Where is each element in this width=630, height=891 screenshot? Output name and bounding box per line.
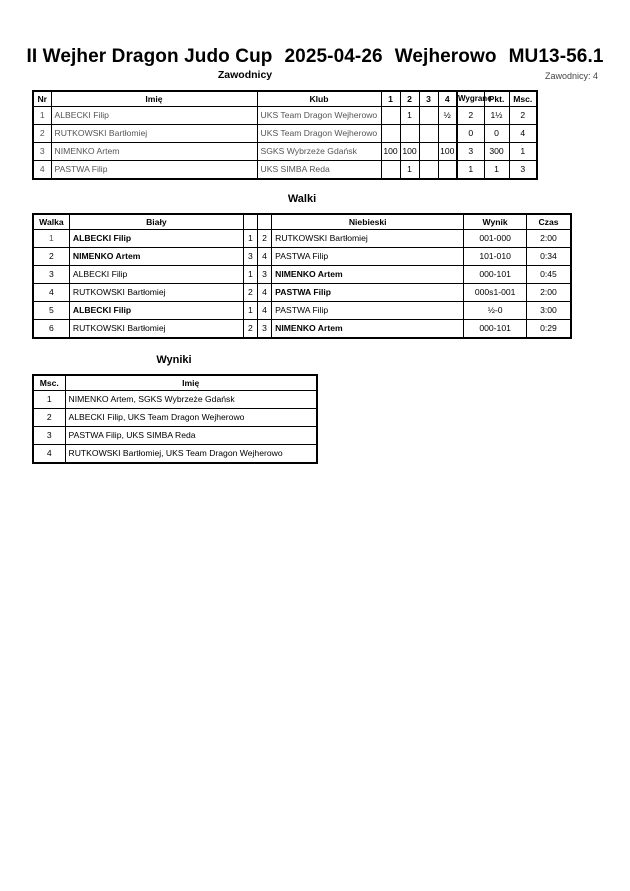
table-row <box>33 107 537 125</box>
cell-name: PASTWA Filip <box>51 161 257 180</box>
competitors-header-row <box>33 91 537 107</box>
cell-time: 3:00 <box>526 302 571 320</box>
cell-result: 001-000 <box>464 230 527 248</box>
cell-wins: 0 <box>457 125 484 143</box>
results-heading: Wyniki <box>156 354 192 366</box>
col-wins: Wygrane <box>457 91 484 107</box>
cell-r4: ½ <box>438 107 457 125</box>
cell-blue-nr: 4 <box>257 284 271 302</box>
cell-r4 <box>438 161 457 180</box>
cell-club: SGKS Wybrzeże Gdańsk <box>257 143 381 161</box>
results-table <box>32 374 318 464</box>
cell-time: 2:00 <box>526 284 571 302</box>
col-r1: 1 <box>381 91 400 107</box>
cell-name: RUTKOWSKI Bartłomiej, UKS Team Dragon Wejherowo <box>65 445 317 464</box>
cell-r1: 100 <box>381 143 400 161</box>
cell-points: 300 <box>484 143 509 161</box>
cell-blue-nr: 4 <box>257 248 271 266</box>
col-name: Imię <box>51 91 257 107</box>
cell-nr: 2 <box>33 125 51 143</box>
cell-blue-nr: 4 <box>257 302 271 320</box>
cell-wins: 1 <box>457 161 484 180</box>
cell-white-nr: 1 <box>243 230 257 248</box>
cell-r3 <box>419 125 438 143</box>
cell-club: UKS Team Dragon Wejherowo <box>257 107 381 125</box>
cell-r2: 100 <box>400 143 419 161</box>
cell-white-nr: 2 <box>243 320 257 339</box>
cell-fight-no: 3 <box>33 266 69 284</box>
table-row <box>33 391 317 409</box>
table-row <box>33 320 571 339</box>
cell-white-nr: 1 <box>243 302 257 320</box>
cell-white-nr: 1 <box>243 266 257 284</box>
cell-fight-no: 5 <box>33 302 69 320</box>
fights-table <box>32 213 572 339</box>
competitors-count: Zawodnicy: 4 <box>544 71 598 81</box>
table-row <box>33 302 571 320</box>
cell-fight-no: 6 <box>33 320 69 339</box>
col-white-nr <box>243 214 257 230</box>
cell-r1 <box>381 161 400 180</box>
col-blue: Niebieski <box>272 214 464 230</box>
col-r3: 3 <box>419 91 438 107</box>
cell-place: 3 <box>509 161 537 180</box>
cell-points: 1 <box>484 161 509 180</box>
table-row <box>33 266 571 284</box>
cell-fight-no: 1 <box>33 230 69 248</box>
table-row <box>33 427 317 445</box>
cell-name: NIMENKO Artem, SGKS Wybrzeże Gdańsk <box>65 391 317 409</box>
cell-white: ALBECKI Filip <box>69 302 243 320</box>
cell-time: 0:34 <box>526 248 571 266</box>
cell-place: 1 <box>33 391 65 409</box>
table-row <box>33 143 537 161</box>
col-place: Msc. <box>33 375 65 391</box>
cell-fight-no: 4 <box>33 284 69 302</box>
cell-blue-nr: 3 <box>257 320 271 339</box>
cell-place: 2 <box>33 409 65 427</box>
cell-place: 2 <box>509 107 537 125</box>
cell-blue: PASTWA Filip <box>272 248 464 266</box>
competitors-body <box>33 107 537 180</box>
fights-header-row <box>33 214 571 230</box>
cell-white-nr: 2 <box>243 284 257 302</box>
col-result: Wynik <box>464 214 527 230</box>
col-name: Imię <box>65 375 317 391</box>
cell-name: ALBECKI Filip <box>51 107 257 125</box>
table-row <box>33 161 537 180</box>
cell-points: 0 <box>484 125 509 143</box>
cell-r3 <box>419 161 438 180</box>
cell-r4 <box>438 125 457 143</box>
cell-r3 <box>419 143 438 161</box>
cell-club: UKS Team Dragon Wejherowo <box>257 125 381 143</box>
cell-nr: 1 <box>33 107 51 125</box>
cell-r2 <box>400 125 419 143</box>
table-row <box>33 230 571 248</box>
cell-blue: NIMENKO Artem <box>272 266 464 284</box>
event-category: MU13-56.1 <box>508 46 604 67</box>
results-header-row <box>33 375 317 391</box>
cell-r3 <box>419 107 438 125</box>
cell-blue: PASTWA Filip <box>272 302 464 320</box>
event-name: II Wejher Dragon Judo Cup <box>26 46 273 67</box>
col-place: Msc. <box>509 91 537 107</box>
cell-wins: 2 <box>457 107 484 125</box>
cell-name: RUTKOWSKI Bartłomiej <box>51 125 257 143</box>
cell-place: 3 <box>33 427 65 445</box>
cell-time: 0:45 <box>526 266 571 284</box>
cell-white: RUTKOWSKI Bartłomiej <box>69 320 243 339</box>
cell-blue: PASTWA Filip <box>272 284 464 302</box>
cell-result: 000-101 <box>464 266 527 284</box>
cell-name: ALBECKI Filip, UKS Team Dragon Wejherowo <box>65 409 317 427</box>
cell-r2: 1 <box>400 161 419 180</box>
col-blue-nr <box>257 214 271 230</box>
cell-r2: 1 <box>400 107 419 125</box>
cell-white: RUTKOWSKI Bartłomiej <box>69 284 243 302</box>
cell-name: NIMENKO Artem <box>51 143 257 161</box>
cell-blue: NIMENKO Artem <box>272 320 464 339</box>
table-row <box>33 125 537 143</box>
cell-club: UKS SIMBA Reda <box>257 161 381 180</box>
cell-result: ½-0 <box>464 302 527 320</box>
col-points: Pkt. <box>484 91 509 107</box>
cell-place: 4 <box>33 445 65 464</box>
cell-name: PASTWA Filip, UKS SIMBA Reda <box>65 427 317 445</box>
cell-blue-nr: 3 <box>257 266 271 284</box>
event-city: Wejherowo <box>394 46 497 67</box>
cell-result: 000s1-001 <box>464 284 527 302</box>
cell-blue: RUTKOWSKI Bartłomiej <box>272 230 464 248</box>
cell-time: 2:00 <box>526 230 571 248</box>
cell-points: 1½ <box>484 107 509 125</box>
cell-white-nr: 3 <box>243 248 257 266</box>
fights-heading: Walki <box>287 193 317 205</box>
col-r2: 2 <box>400 91 419 107</box>
cell-blue-nr: 2 <box>257 230 271 248</box>
table-row <box>33 445 317 464</box>
cell-result: 000-101 <box>464 320 527 339</box>
cell-r4: 100 <box>438 143 457 161</box>
page-title <box>0 46 630 68</box>
col-fight: Walka <box>33 214 69 230</box>
competitors-table <box>32 90 538 180</box>
cell-place: 1 <box>509 143 537 161</box>
cell-nr: 3 <box>33 143 51 161</box>
cell-fight-no: 2 <box>33 248 69 266</box>
cell-result: 101-010 <box>464 248 527 266</box>
cell-nr: 4 <box>33 161 51 180</box>
col-club: Klub <box>257 91 381 107</box>
cell-wins: 3 <box>457 143 484 161</box>
cell-place: 4 <box>509 125 537 143</box>
table-row <box>33 409 317 427</box>
cell-white: ALBECKI Filip <box>69 230 243 248</box>
cell-white: NIMENKO Artem <box>69 248 243 266</box>
table-row <box>33 248 571 266</box>
col-r4: 4 <box>438 91 457 107</box>
cell-r1 <box>381 107 400 125</box>
col-nr: Nr <box>33 91 51 107</box>
cell-time: 0:29 <box>526 320 571 339</box>
table-row <box>33 284 571 302</box>
event-date: 2025-04-26 <box>284 46 383 67</box>
col-white: Biały <box>69 214 243 230</box>
cell-white: ALBECKI Filip <box>69 266 243 284</box>
competitors-heading: Zawodnicy <box>217 69 273 81</box>
col-time: Czas <box>526 214 571 230</box>
cell-r1 <box>381 125 400 143</box>
fights-body <box>33 230 571 339</box>
